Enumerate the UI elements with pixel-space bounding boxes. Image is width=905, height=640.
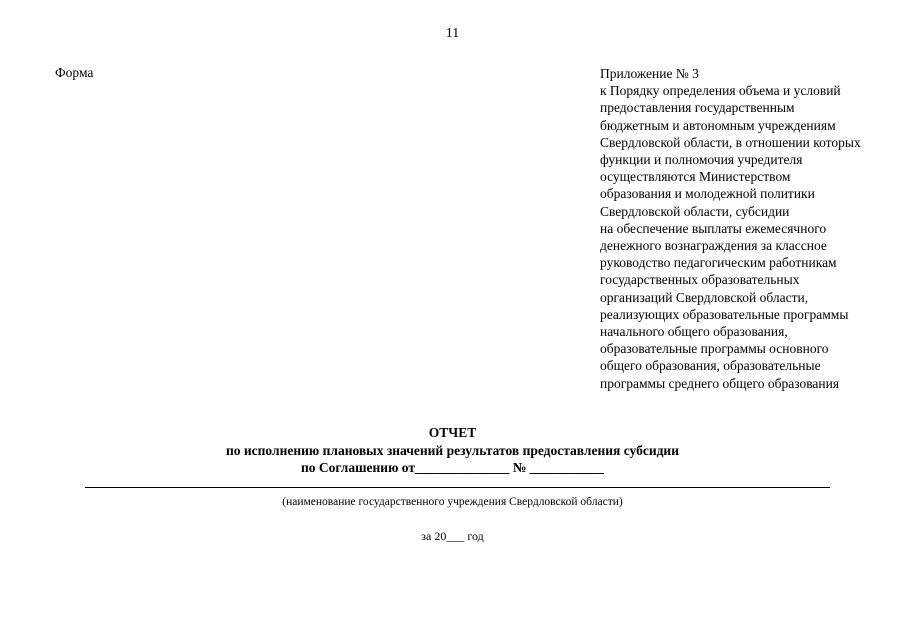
report-subtitle: по исполнению плановых значений результатов предоставления субсидии [225,442,679,458]
report-heading [0,424,905,477]
page-number: 11 [445,26,460,41]
annex-line: осуществляются Министерством [600,169,791,185]
annex-line: к Порядку определения объема и условий [600,83,841,99]
annex-line: реализующих образовательные программы [600,306,849,322]
annex-line: образования и молодежной политики [600,186,815,202]
annex-line: общего образования, образовательные [600,358,821,374]
annex-line: Свердловской области, субсидии [600,203,790,219]
institution-name-caption: (наименование государственного учреждения Свердловской области) [282,496,623,508]
annex-line: образовательные программы основного [600,341,829,357]
year-line: за 20___ год [421,529,484,543]
annex-line: руководство педагогическим работникам [600,255,837,271]
annex-line: предоставления государственным [600,100,795,116]
annex-line: программы среднего общего образования [600,375,840,391]
institution-name-line [85,487,830,488]
report-title: ОТЧЕТ [428,425,477,440]
annex-line: государственных образовательных [600,272,800,288]
annex-line: Приложение № 3 [600,66,699,81]
form-label: Форма [55,65,94,80]
annex-line: организаций Свердловской области, [600,289,809,305]
annex-line: Свердловской области, в отношении которых [600,134,861,150]
annex-line: бюджетным и автономным учреждениям [600,117,836,133]
annex-line: функции и полномочия учредителя [600,152,803,168]
annex-block [600,65,900,392]
annex-line: денежного вознаграждения за классное [600,238,827,254]
annex-line: на обеспечение выплаты ежемесячного [600,220,827,236]
annex-line: начального общего образования, [600,324,788,340]
agreement-line: по Соглашению от______________ № ___________ [300,460,605,475]
